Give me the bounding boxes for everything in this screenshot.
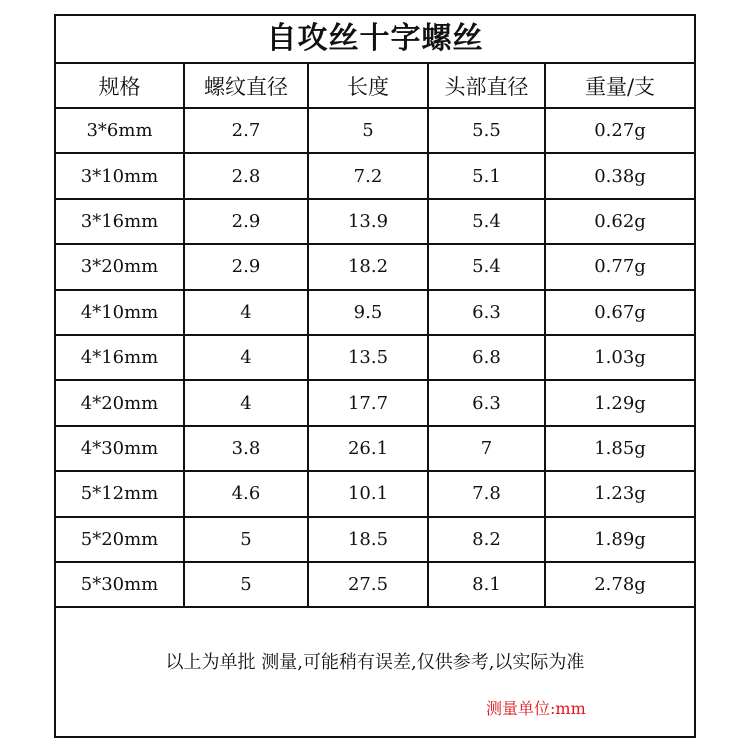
table-row [56,517,694,562]
header-spec: 规格 [56,64,184,108]
cell-length: 17.7 [308,380,428,425]
table-row [56,108,694,153]
cell-length: 18.5 [308,517,428,562]
table-row [56,290,694,335]
cell-thread-diameter: 3.8 [184,426,308,471]
cell-thread-diameter: 4 [184,380,308,425]
table-row [56,562,694,607]
cell-weight: 2.78g [545,562,694,607]
cell-head-diameter: 8.1 [428,562,545,607]
header-weight: 重量/支 [545,64,694,108]
cell-head-diameter: 7 [428,426,545,471]
cell-head-diameter: 6.3 [428,290,545,335]
cell-spec: 5*30mm [56,562,184,607]
cell-thread-diameter: 4 [184,335,308,380]
cell-spec: 4*16mm [56,335,184,380]
cell-length: 5 [308,108,428,153]
cell-spec: 3*20mm [56,244,184,289]
cell-spec: 4*20mm [56,380,184,425]
cell-head-diameter: 5.4 [428,244,545,289]
cell-head-diameter: 5.1 [428,153,545,198]
cell-spec: 4*10mm [56,290,184,335]
cell-length: 13.5 [308,335,428,380]
cell-weight: 0.27g [545,108,694,153]
cell-thread-diameter: 5 [184,517,308,562]
table-row [56,153,694,198]
table-row [56,244,694,289]
table-row [56,335,694,380]
cell-thread-diameter: 4.6 [184,471,308,516]
cell-length: 7.2 [308,153,428,198]
cell-thread-diameter: 2.7 [184,108,308,153]
cell-weight: 1.85g [545,426,694,471]
cell-head-diameter: 6.8 [428,335,545,380]
cell-thread-diameter: 4 [184,290,308,335]
cell-length: 18.2 [308,244,428,289]
cell-thread-diameter: 5 [184,562,308,607]
disclaimer-note: 以上为单批 测量,可能稍有误差,仅供参考,以实际为准 [165,652,585,673]
table-row [56,426,694,471]
header-head-diameter: 头部直径 [428,64,545,108]
cell-spec: 5*20mm [56,517,184,562]
cell-length: 9.5 [308,290,428,335]
header-thread-diameter: 螺纹直径 [184,64,308,108]
cell-weight: 1.23g [545,471,694,516]
cell-thread-diameter: 2.9 [184,244,308,289]
sheet-title: 自攻丝十字螺丝 [56,16,694,64]
cell-thread-diameter: 2.8 [184,153,308,198]
cell-weight: 0.77g [545,244,694,289]
cell-length: 27.5 [308,562,428,607]
cell-length: 10.1 [308,471,428,516]
cell-head-diameter: 6.3 [428,380,545,425]
cell-weight: 0.38g [545,153,694,198]
cell-thread-diameter: 2.9 [184,199,308,244]
cell-weight: 1.29g [545,380,694,425]
cell-spec: 3*16mm [56,199,184,244]
cell-weight: 1.03g [545,335,694,380]
header-length: 长度 [308,64,428,108]
cell-spec: 5*12mm [56,471,184,516]
cell-head-diameter: 5.5 [428,108,545,153]
table-row [56,380,694,425]
cell-head-diameter: 5.4 [428,199,545,244]
cell-weight: 0.67g [545,290,694,335]
unit-note: 测量单位:mm [486,699,586,718]
cell-length: 26.1 [308,426,428,471]
cell-length: 13.9 [308,199,428,244]
table-row [56,199,694,244]
spec-table [56,64,694,608]
table-row [56,471,694,516]
cell-spec: 3*10mm [56,153,184,198]
header-row [56,64,694,108]
cell-spec: 3*6mm [56,108,184,153]
cell-weight: 0.62g [545,199,694,244]
spec-sheet [54,14,696,738]
cell-head-diameter: 7.8 [428,471,545,516]
cell-head-diameter: 8.2 [428,517,545,562]
cell-spec: 4*30mm [56,426,184,471]
cell-weight: 1.89g [545,517,694,562]
